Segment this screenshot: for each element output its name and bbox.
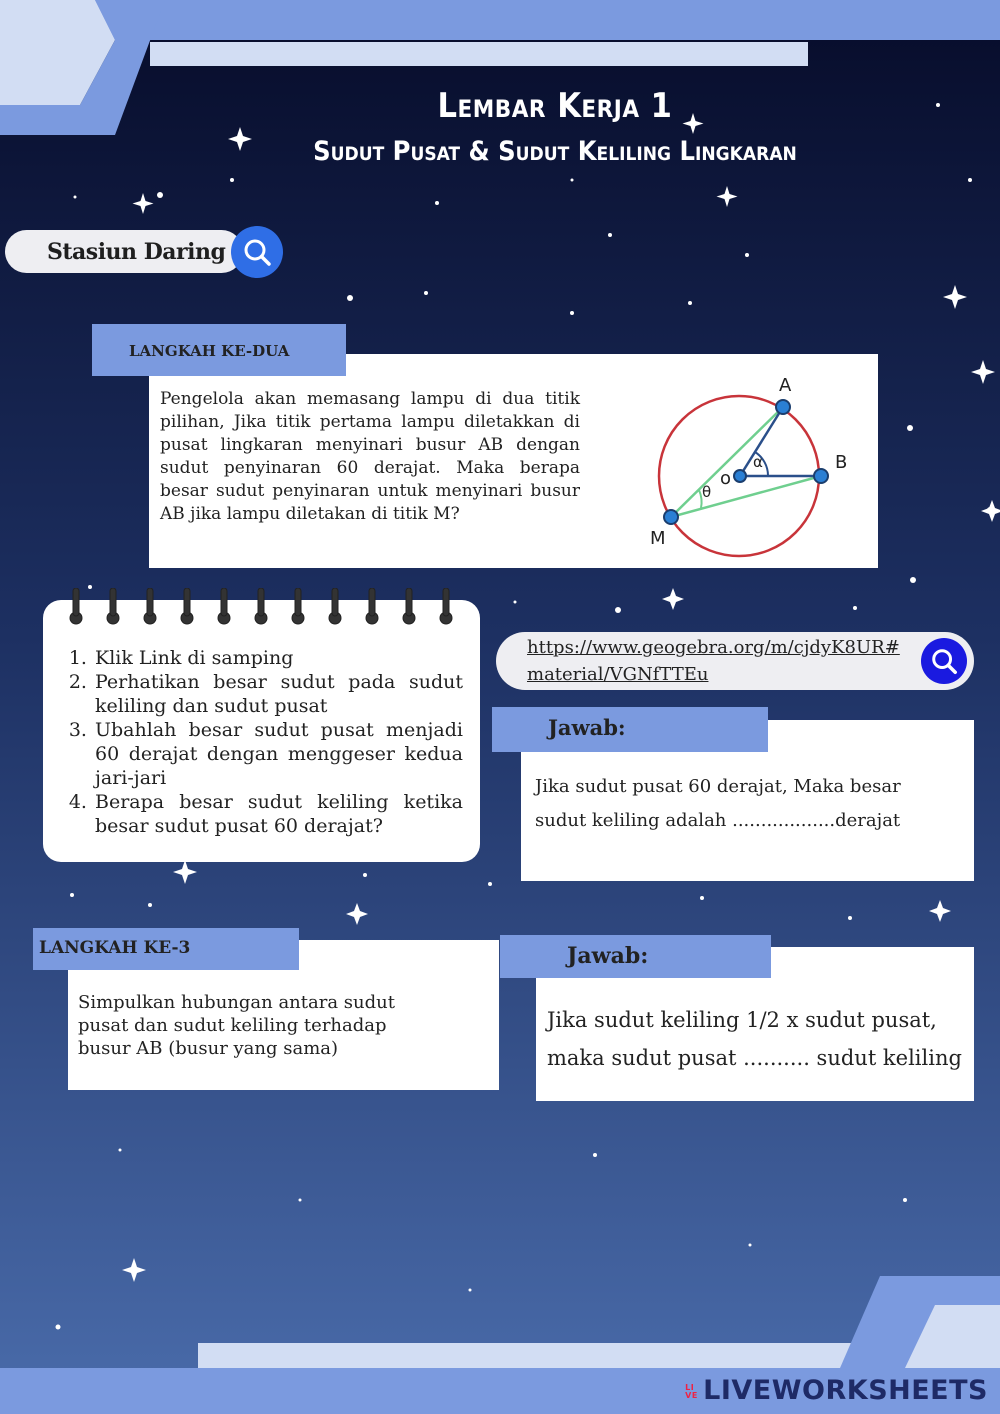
search-icon[interactable] — [921, 638, 967, 684]
top-band — [95, 0, 1000, 40]
label-theta: θ — [702, 483, 712, 501]
geogebra-link-line1[interactable]: https://www.geogebra.org/m/cjdyK8UR# — [527, 637, 900, 658]
point-m — [664, 510, 678, 524]
step3-tag — [33, 928, 299, 970]
label-m: M — [650, 528, 666, 549]
answer2-line1: Jika sudut keliling 1/2 x sudut pusat, — [547, 1008, 937, 1032]
label-a: A — [779, 375, 792, 396]
step-item: 2. Perhatikan besar sudut pada sudut keliling dan sudut pusat — [93, 670, 463, 718]
label-b: B — [835, 452, 848, 473]
answer1-tag — [492, 707, 768, 752]
step2-question: Pengelola akan memasang lampu di dua titik pilihan, Jika titik pertama lampu diletakkan di pusat lingkaran menyinari busur AB dengan sudut penyinaran 60 derajat. Maka berapa besar sudut penyinaran untuk menyinari busur AB jika lampu diletakan di titik M? — [160, 389, 580, 524]
geogebra-link-line2[interactable]: material/VGNfTTEu — [527, 664, 709, 685]
step-item: 3. Ubahlah besar sudut pusat menjadi 60 derajat dengan menggeser kedua jari-jari — [93, 718, 463, 790]
step2-card — [149, 354, 878, 568]
liveworksheets-logo — [685, 1375, 988, 1406]
page-title: Lembar Kerja 1 — [437, 86, 673, 126]
live-logo-icon: LIVE — [685, 1382, 698, 1400]
answer1-line2: sudut keliling adalah ..................derajat — [535, 810, 901, 831]
answer1-line1: Jika sudut pusat 60 derajat, Maka besar — [535, 776, 901, 797]
label-center: o — [720, 468, 732, 489]
answer2-tag — [500, 935, 771, 978]
bottom-light-band — [198, 1343, 900, 1368]
point-a — [776, 400, 790, 414]
link-pill[interactable] — [496, 632, 974, 690]
notebook-card — [43, 600, 480, 862]
circle-diagram — [639, 362, 869, 562]
point-center — [734, 470, 746, 482]
step2-tag-label: LANGKAH KE-DUA — [129, 342, 290, 360]
page-subtitle: Sudut Pusat & Sudut Keliling Lingkaran — [313, 136, 797, 167]
answer2-tag-label: Jawab: — [567, 943, 649, 969]
station-badge-label: Stasiun Daring — [47, 239, 226, 265]
step3-text: Simpulkan hubungan antara sudut pusat dan sudut keliling terhadap busur AB (busur yang sama) — [78, 992, 395, 1059]
answer2-line2: maka sudut pusat .......... sudut keliling — [547, 1046, 962, 1070]
steps-list — [43, 646, 463, 838]
step-item: 1. Klik Link di samping — [93, 646, 463, 670]
search-icon[interactable] — [231, 226, 283, 278]
step3-tag-label: LANGKAH KE-3 — [39, 938, 191, 958]
answer1-tag-label: Jawab: — [548, 715, 626, 740]
point-b — [814, 469, 828, 483]
logo-text: LIVEWORKSHEETS — [703, 1375, 988, 1406]
label-alpha: α — [753, 453, 763, 471]
top-light-band — [150, 42, 808, 66]
station-badge — [5, 230, 243, 273]
step-item: 4. Berapa besar sudut keliling ketika besar sudut pusat 60 derajat? — [93, 790, 463, 838]
notebook-rings — [60, 588, 470, 632]
step2-tag — [92, 324, 346, 376]
